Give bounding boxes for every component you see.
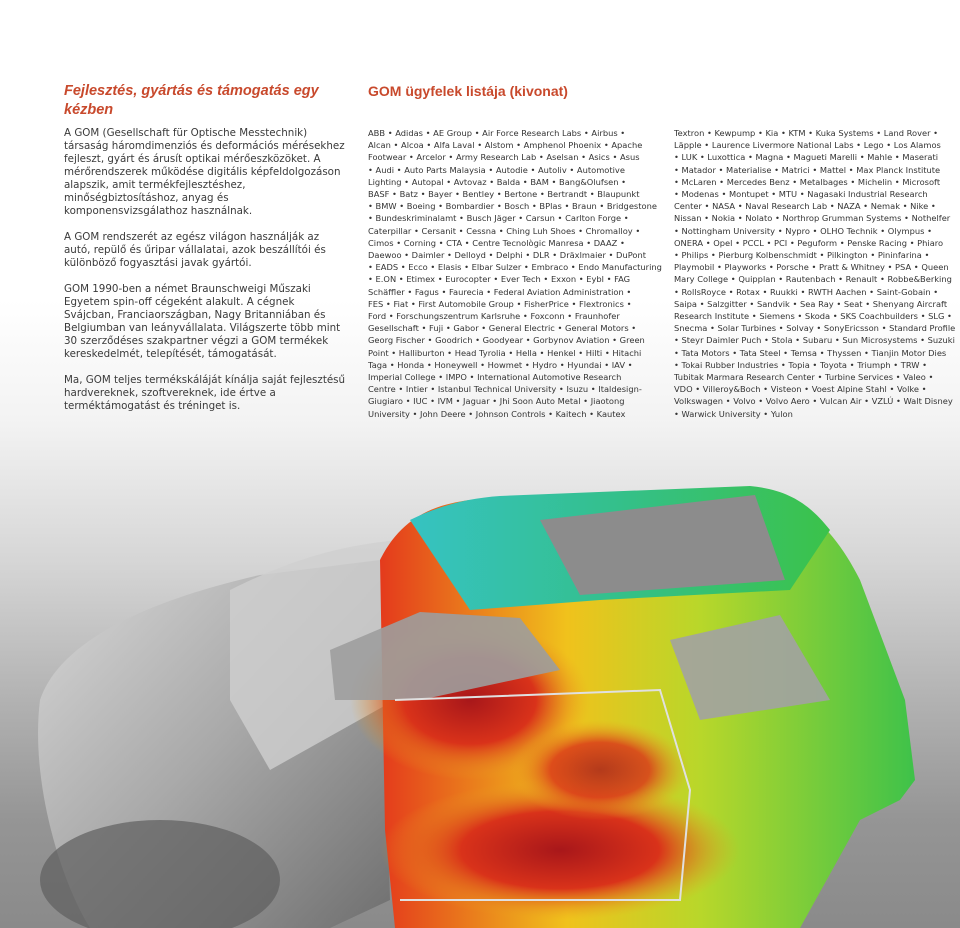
client-list-line: Imperial College • IMPO • International Automotive Research	[368, 372, 622, 383]
client-list-line: Point • Halliburton • Head Tyrolia • Hella • Henkel • Hilti • Hitachi	[368, 347, 642, 358]
client-list-line: Research Institute • Siemens • Skoda • SKS Coachbuilders • SLG •	[674, 311, 952, 322]
left-heading: Fejlesztés, gyártás és támogatás egy kézben	[64, 83, 319, 118]
client-list-line: • EADS • Ecco • Elasis • Elbar Sulzer • Embraco • Endo Manufacturing	[368, 262, 662, 273]
client-list-line: • Steyr Daimler Puch • Stola • Subaru • Sun Microsystems • Suzuki	[674, 335, 955, 346]
client-list-line: Schäffler • Fagus • Faurecia • Federal Aviation Administration •	[368, 286, 632, 297]
paragraph: A GOM (Gesellschaft für Optische Messtechnik) társaság háromdimenziós és deformációs mérésekhez fejleszt, gyárt és árusít optikai mérőeszközöket. A mérőrendszerek működése digitális képfeldolgozáson alapszik, amit termékfejlesztéshez, minőségbiztosításhoz, anyag és komponensvizsgálathoz használnak.	[64, 127, 345, 217]
client-list-line: • Bundeskriminalamt • Busch Jäger • Carsun • Carlton Forge •	[368, 213, 629, 224]
client-list-line: Gesellschaft • Fuji • Gabor • General Electric • General Motors •	[368, 323, 637, 334]
client-list-line: Mary College • Quipplan • Rautenbach • Renault • Robbe&Berking	[674, 274, 952, 285]
client-list-line: Georg Fischer • Goodrich • Goodyear • Gorbynov Aviation • Green	[368, 335, 645, 346]
client-list-line: • McLaren • Mercedes Benz • Metalbages • Michelin • Microsoft	[674, 176, 941, 187]
client-list-line: Cimos • Corning • CTA • Centre Tecnològic Manresa • DAAZ •	[368, 237, 625, 248]
client-list-line: Textron • Kewpump • Kia • KTM • Kuka Systems • Land Rover •	[674, 128, 939, 138]
client-list-heading: GOM ügyfelek listája (kivonat)	[368, 83, 568, 99]
client-list-line: Volkswagen • Volvo • Volvo Aero • Vulcan Air • VZLÚ • Walt Disney	[674, 396, 953, 407]
client-list-line: • Modenas • Montupet • MTU • Nagasaki Industrial Research	[674, 189, 928, 200]
client-list-line: • BMW • Boeing • Bombardier • Bosch • BPlas • Braun • Bridgestone	[368, 201, 657, 212]
client-list-line: • Tokai Rubber Industries • Topia • Toyota • Triumph • TRW •	[674, 359, 928, 370]
client-list-line: • Warwick University • Yulon	[674, 408, 793, 419]
client-list-line: ABB • Adidas • AE Group • Air Force Research Labs • Airbus •	[368, 128, 626, 138]
client-list-line: Footwear • Arcelor • Army Research Lab • Aselsan • Asics • Asus	[368, 152, 640, 163]
client-list-line: Snecma • Solar Turbines • Solvay • SonyEricsson • Standard Profile	[674, 323, 956, 334]
client-list-line: • LUK • Luxottica • Magna • Magueti Marelli • Mahle • Maserati	[674, 152, 939, 163]
client-list-line: University • John Deere • Johnson Controls • Kaitech • Kautex	[368, 408, 626, 419]
car-front-grey	[38, 540, 400, 928]
client-list-line: Alcan • Alcoa • Alfa Laval • Alstom • Amphenol Phoenix • Apache	[368, 140, 643, 151]
client-list-line: • Nottingham University • Nypro • OLHO Technik • Olympus •	[674, 225, 932, 236]
client-list-line: • Matador • Materialise • Matrici • Mattel • Max Planck Institute	[674, 164, 941, 175]
client-list-line: FES • Fiat • First Automobile Group • FisherPrice • Flextronics •	[368, 298, 632, 309]
client-list-line: Tubitak Marmara Research Center • Turbine Services • Valeo •	[674, 372, 934, 383]
client-list-line: Saipa • Salzgitter • Sandvik • Sea Ray • Seat • Shenyang Aircraft	[674, 298, 948, 309]
client-list-line: ONERA • Opel • PCCL • PCI • Peguform • Penske Racing • Phiaro	[674, 237, 944, 248]
client-list-line: Center • NASA • Naval Research Lab • NAZA • Nemak • Nike •	[674, 201, 936, 212]
client-list-line: Playmobil • Playworks • Porsche • Pratt & Whitney • PSA • Queen	[674, 262, 949, 273]
client-list-line: • E.ON • Etimex • Eurocopter • Ever Tech • Exxon • Eybl • FAG	[368, 274, 631, 285]
client-list-line: VDO • Villeroy&Boch • Visteon • Voest Alpine Stahl • Volke •	[674, 384, 927, 395]
paragraph: GOM 1990-ben a német Braunschweigi Műszaki Egyetem spin-off cégeként alakult. A cégnek Svájcban, Franciaországban, Nagy Britanniában és Belgiumban van leányvállalata. Világszerte több mint 30 szerződéses szakpartner végzi a GOM termékek kereskedelmét, telepítését, támogatását.	[64, 283, 341, 360]
client-list-line: • Audi • Auto Parts Malaysia • Autodie • Autoliv • Automotive	[368, 164, 625, 175]
client-list-line: Giugiaro • IUC • IVM • Jaguar • Jhi Soon Auto Metal • Jiaotong	[368, 396, 625, 407]
client-list-line: • RollsRoyce • Rotax • Ruukki • RWTH Aachen • Saint-Gobain •	[674, 286, 939, 297]
client-list-line: • Philips • Pierburg Kolbenschmidt • Pilkington • Pininfarina •	[674, 250, 930, 261]
client-list-line: Daewoo • Daimler • Delloyd • Delphi • DLR • Dräxlmaier • DuPont	[368, 250, 646, 261]
paragraph: Ma, GOM teljes termékskáláját kínálja saját fejlesztésű hardvereknek, szoftvereknek, ide értve a terméktámogatást és tréninget is.	[64, 374, 346, 412]
client-list-line: Caterpillar • Cersanit • Cessna • Ching Luh Shoes • Chromalloy •	[368, 225, 641, 236]
client-list-line: Taga • Honda • Honeywell • Howmet • Hydro • Hyundai • IAV •	[368, 359, 633, 370]
client-list-line: • Tata Motors • Tata Steel • Temsa • Thyssen • Tianjin Motor Dies	[674, 347, 947, 358]
client-list-line: Lighting • Autopal • Avtovaz • Balda • BAM • Bang&Olufsen •	[368, 176, 627, 187]
client-list-line: Ford • Forschungszentrum Karlsruhe • Foxconn • Fraunhofer	[368, 311, 620, 322]
client-list-line: Nissan • Nokia • Nolato • Northrop Grumman Systems • Nothelfer	[674, 213, 951, 224]
paragraph: A GOM rendszerét az egész világon használják az autó, repülő és űripar vállalatai, azok beszállítói és különböző fogyasztási javak gyártói.	[64, 231, 326, 269]
client-list-line: Centre • Intier • Istanbul Technical University • Isuzu • Italdesign-	[368, 384, 642, 395]
client-list-line: BASF • Batz • Bayer • Bentley • Bertone • Bertrandt • Blaupunkt	[368, 189, 640, 200]
client-list-line: Läpple • Laurence Livermore National Labs • Lego • Los Alamos	[674, 140, 941, 151]
